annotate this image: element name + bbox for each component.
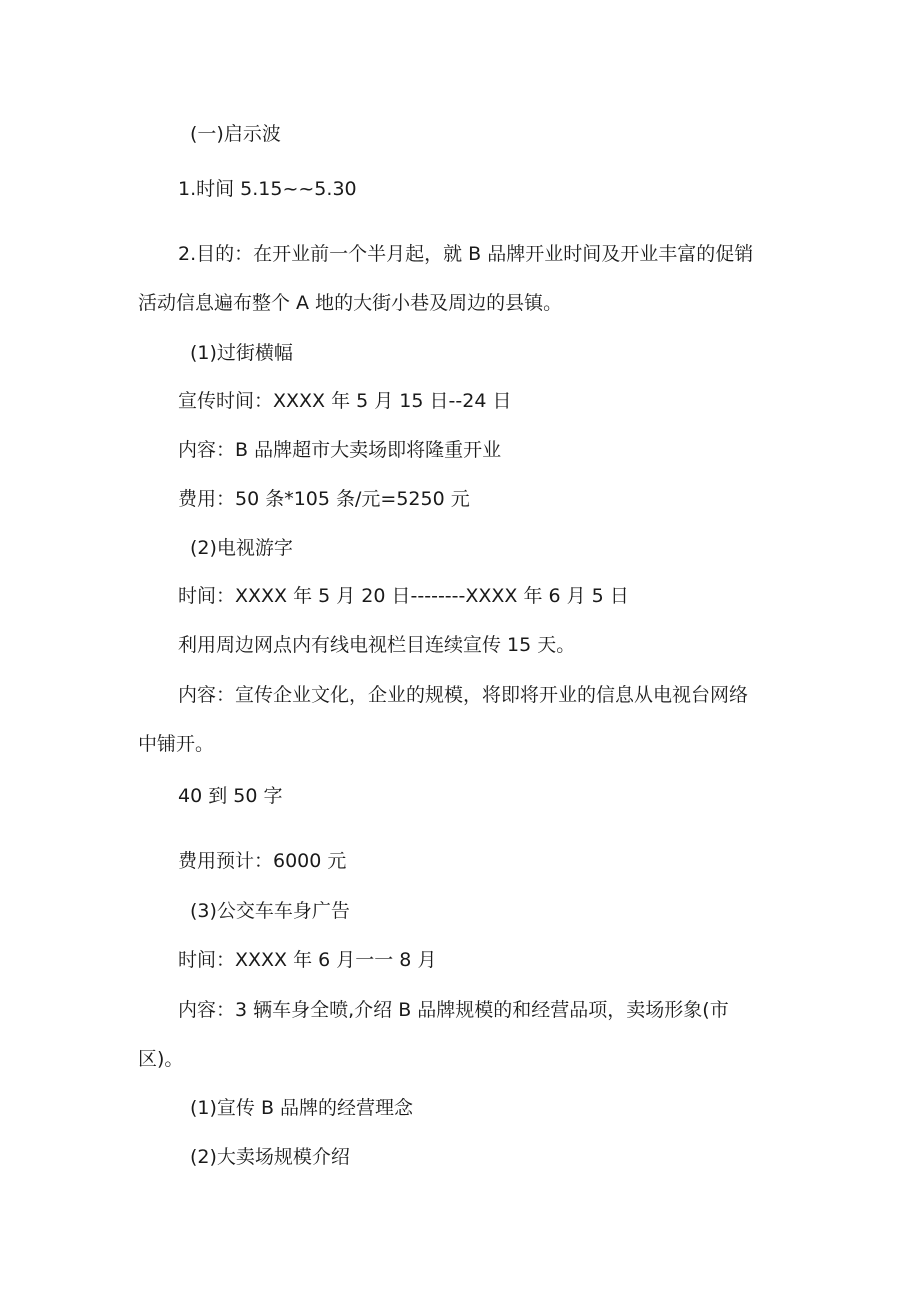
paragraph-line: 40 到 50 字 <box>178 785 283 807</box>
paragraph-line: 中铺开。 <box>138 733 215 755</box>
paragraph-line: 费用预计：6000 元 <box>178 850 347 872</box>
paragraph-line: 活动信息遍布整个 A 地的大街小巷及周边的县镇。 <box>138 292 563 314</box>
paragraph-line: 内容：B 品牌超市大卖场即将隆重开业 <box>178 439 502 461</box>
subheading: (3)公交车车身广告 <box>190 900 350 922</box>
paragraph-line: 内容：3 辆车身全喷,介绍 B 品牌规模的和经营品项，卖场形象(市 <box>178 999 729 1021</box>
list-item: (2)大卖场规模介绍 <box>190 1146 350 1168</box>
paragraph-line: 利用周边网点内有线电视栏目连续宣传 15 天。 <box>178 634 576 656</box>
paragraph-line: 费用：50 条*105 条/元=5250 元 <box>178 488 470 510</box>
paragraph-line: 内容：宣传企业文化，企业的规模，将即将开业的信息从电视台网络 <box>178 684 749 706</box>
section-heading: (一)启示波 <box>190 123 281 145</box>
list-item: (1)宣传 B 品牌的经营理念 <box>190 1097 414 1119</box>
subheading: (2)电视游字 <box>190 537 293 559</box>
paragraph-line: 2.目的：在开业前一个半月起，就 B 品牌开业时间及开业丰富的促销 <box>178 243 754 265</box>
paragraph-line: 区)。 <box>138 1048 184 1070</box>
paragraph-line: 1.时间 5.15~~5.30 <box>178 178 357 200</box>
paragraph-line: 时间：XXXX 年 5 月 20 日--------XXXX 年 6 月 5 日 <box>178 585 629 607</box>
paragraph-line: 宣传时间：XXXX 年 5 月 15 日--24 日 <box>178 390 512 412</box>
paragraph-line: 时间：XXXX 年 6 月一一 8 月 <box>178 949 437 971</box>
subheading: (1)过街横幅 <box>190 342 293 364</box>
